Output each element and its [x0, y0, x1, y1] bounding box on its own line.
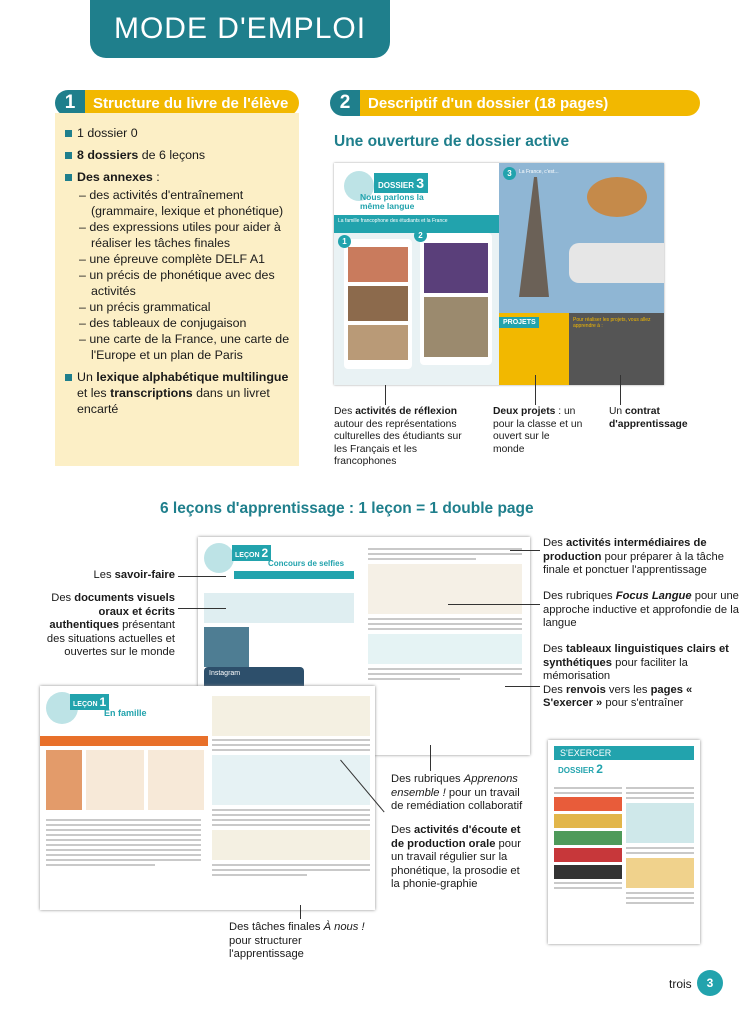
sexercer-number: 2: [596, 762, 603, 776]
annot-pre: Un: [609, 406, 626, 417]
section2-header: [330, 90, 700, 116]
annot-bold: activités d'écoute et de production orale: [391, 824, 521, 850]
dossier-subtitle: La famille francophone des étudiants et la France: [338, 218, 448, 224]
bullet-icon: [65, 374, 72, 381]
annot-rest: autour des représentations culturelles des étudiants sur les Français et les francophones: [334, 418, 462, 467]
annex-sub-item: – des tableaux de conjugaison: [79, 316, 247, 330]
lexique-bold: lexique alphabétique multilingue: [96, 370, 289, 384]
pointer-line: [620, 375, 621, 405]
annot-italic: Focus Langue: [615, 590, 692, 602]
section1-label: Structure du livre de l'élève: [85, 90, 299, 116]
lecon1-label: LEÇON: [73, 701, 98, 708]
annotation-contrat: [609, 406, 699, 431]
annot-bold: documents visuels oraux et écrits authentiques: [49, 592, 175, 631]
pointer-line: [300, 905, 301, 919]
annot-bold: tableaux linguistiques clairs et synthétiques: [543, 643, 729, 669]
left-page: [334, 163, 499, 385]
caption-3: La France, c'est...: [519, 169, 559, 175]
list-item: [65, 369, 291, 417]
list-item: [65, 169, 291, 185]
item-annexes-rest: :: [152, 170, 160, 184]
annot-italic: Apprenons ensemble !: [391, 773, 518, 799]
contrat-block: [569, 313, 664, 385]
annot-rest: : un pour la classe et un ouvert sur le monde: [493, 406, 583, 455]
right-page: [499, 163, 664, 385]
annotation-ecoute: [391, 824, 521, 892]
annot-rest: pour s'entraîner: [602, 697, 684, 709]
annot-mid: pour faciliter la mémorisation: [543, 656, 688, 682]
annotation-tableaux: [543, 643, 743, 711]
dossier-number: 3: [416, 175, 425, 191]
annot-bold2: renvois: [566, 683, 606, 696]
lecon1-spread-image: [40, 686, 375, 910]
annot-bold: savoir-faire: [114, 569, 175, 581]
lecon2-title: Concours de selfies: [268, 559, 345, 568]
bullet-icon: [65, 174, 72, 181]
train-photo: [569, 243, 664, 283]
transcriptions-bold: transcriptions: [110, 386, 193, 400]
annot-pre: Des: [51, 592, 75, 604]
lexique-pre: Un: [77, 370, 97, 384]
instagram-label: Instagram: [209, 670, 241, 677]
annot-pre: Des tâches finales: [229, 921, 324, 933]
molecule-icon: [204, 543, 234, 573]
dossier-title: Nous parlons la même langue: [360, 192, 424, 211]
annot-rest: pour un travail de remédiation collaboratif: [391, 786, 523, 812]
badge-2: 2: [414, 229, 427, 242]
annot-rest: pour un travail régulier sur la phonétique, la prosodie et la phonie-graphie: [391, 837, 521, 890]
lecon2-number: 2: [261, 546, 269, 560]
item-dossiers-bold: 8 dossiers: [77, 148, 139, 162]
annex-sub-item: – un précis de phonétique avec des activités: [79, 268, 275, 298]
annot-italic: À nous !: [323, 921, 365, 933]
annex-sub-item: – des expressions utiles pour aider à réaliser les tâches finales: [79, 220, 281, 250]
annotation-taches-finales: [229, 921, 379, 962]
pointer-line: [535, 375, 536, 405]
lexique-mid: et les: [77, 386, 111, 400]
annot-bold3: pages « S'exercer »: [543, 683, 693, 709]
annex-sub-item: – des activités d'entraînement (grammaire, lexique et phonétique): [79, 188, 284, 218]
page-word: trois: [669, 977, 692, 991]
annot-pre: Des: [391, 824, 415, 836]
item-annexes-bold: Des annexes: [77, 170, 153, 184]
annex-sub-item: – un précis grammatical: [79, 300, 211, 314]
lecon1-title: En famille: [104, 708, 147, 718]
sexercer-dossier: DOSSIER: [558, 766, 595, 775]
annotation-projets: [493, 406, 583, 456]
annot-pre: Des rubriques: [543, 590, 616, 602]
annex-sub-item: – une épreuve complète DELF A1: [79, 252, 265, 266]
photo-card-2: [420, 233, 492, 365]
bullet-icon: [65, 130, 72, 137]
annot-mid2: vers les: [605, 683, 651, 696]
annotation-apprenons: [391, 773, 526, 814]
annot-bold: activités intermédiaires de production: [543, 537, 707, 563]
annot-rest: pour préparer à la tâche finale et ponctuer l'apprentissage: [543, 550, 724, 576]
sexercer-page-image: [548, 740, 700, 944]
annot-bold: Deux projets: [493, 406, 556, 417]
dossier-word: DOSSIER: [378, 181, 415, 190]
annot-bold: contrat d'apprentissage: [609, 406, 688, 430]
annex-sub-item: – une carte de la France, une carte de l'Europe et un plan de Paris: [79, 332, 290, 362]
item-dossiers-rest: de 6 leçons: [138, 148, 206, 162]
projets-label: PROJETS: [499, 317, 539, 328]
annotation-documents: [40, 592, 175, 660]
annotation-savoir-faire: [60, 569, 175, 583]
photo-card-1: [344, 239, 412, 369]
projets-block: [499, 313, 569, 385]
section2-number: 2: [330, 90, 360, 116]
pointer-line: [178, 608, 226, 609]
annot-pre: Les: [93, 569, 115, 581]
list-item: [65, 147, 291, 163]
annot-pre: Des: [334, 406, 356, 417]
contrat-text: Pour réaliser les projets, vous allez apprendre à :: [573, 317, 651, 329]
badge-1: 1: [338, 235, 351, 248]
annot-bold: activités de réflexion: [355, 406, 458, 417]
section2-label: Descriptif d'un dossier (18 pages): [360, 90, 700, 116]
structure-box: [55, 113, 299, 466]
lecon1-number: 1: [99, 695, 107, 709]
annot-rest: présentant des situations actuelles et ouvertes sur le monde: [46, 619, 175, 658]
page-title: MODE D'EMPLOI: [113, 12, 367, 45]
annotation-reflexion: [334, 406, 464, 469]
active-opening-heading: Une ouverture de dossier active: [334, 133, 570, 150]
dossier-spread-image: [334, 163, 664, 385]
pointer-line: [178, 576, 226, 577]
page-number: 3: [697, 970, 723, 996]
annotation-focus-langue: [543, 590, 743, 631]
section1-number: 1: [55, 90, 85, 116]
annot-rest: pour une approche inductive et approfondie de la langue: [543, 590, 739, 629]
bullet-icon: [65, 152, 72, 159]
page-title-banner: [90, 0, 390, 58]
pointer-line: [510, 550, 540, 551]
annotation-intermediaires: [543, 537, 743, 578]
annot-pre: Des: [543, 537, 567, 549]
food-photo: [587, 177, 647, 217]
annot-pre: Des: [543, 643, 567, 655]
badge-3: 3: [503, 167, 516, 180]
list-item: [65, 125, 291, 141]
pointer-line: [448, 604, 540, 605]
item-dossier0: 1 dossier 0: [77, 126, 138, 140]
annot-pre2: Des: [543, 683, 567, 696]
pointer-line: [505, 686, 540, 687]
dossier-tag: [374, 173, 428, 193]
sexercer-label: S'EXERCER: [554, 746, 694, 760]
pointer-line: [430, 745, 431, 771]
lecons-heading: 6 leçons d'apprentissage : 1 leçon = 1 double page: [160, 500, 534, 517]
lecon2-label: LEÇON: [235, 552, 260, 559]
pointer-line: [385, 385, 386, 405]
annot-pre: Des rubriques: [391, 773, 464, 785]
lexique-post: dans un livret encarté: [77, 386, 270, 416]
annot-rest: pour structurer l'apprentissage: [229, 934, 304, 960]
